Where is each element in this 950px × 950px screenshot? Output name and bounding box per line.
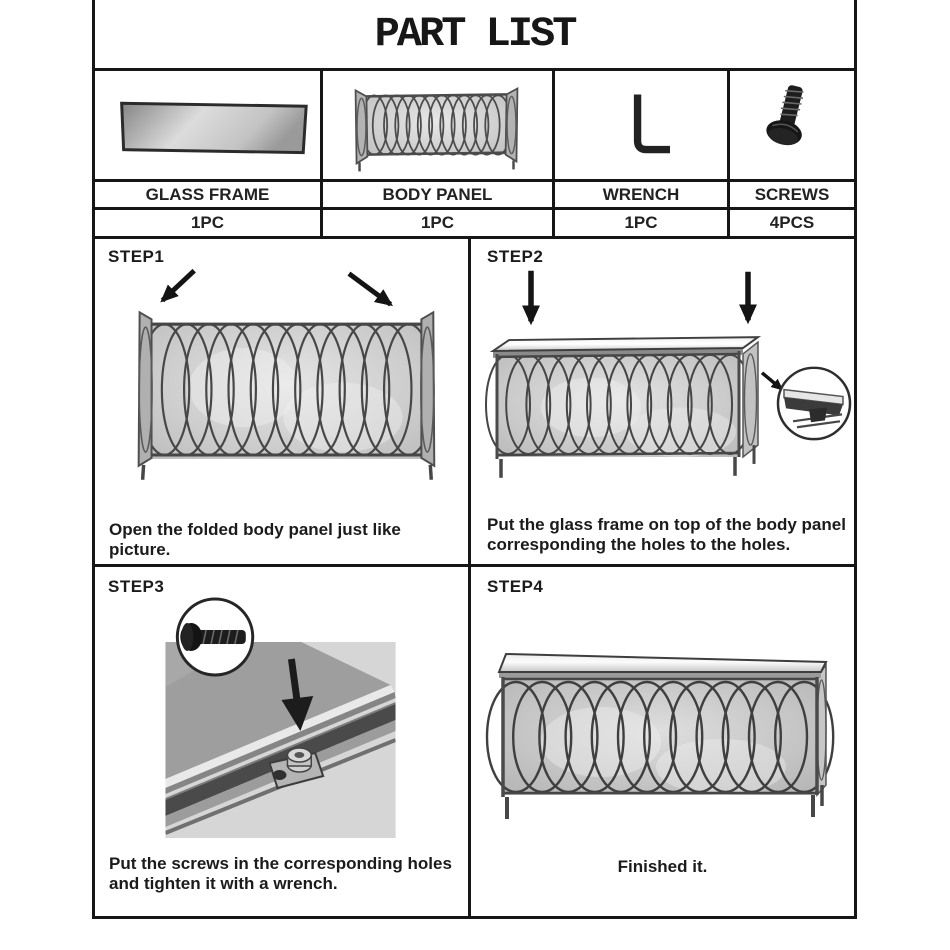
step4-panel xyxy=(471,567,854,916)
part-qty: 1PC xyxy=(95,210,323,239)
wrench-cell xyxy=(555,71,730,182)
step1-illustration xyxy=(95,239,468,564)
part-list-images-row xyxy=(95,71,854,182)
page-title: PART LIST xyxy=(374,10,575,58)
step3-caption: Put the screws in the corresponding holes and tighten it with a wrench. xyxy=(109,854,452,894)
steps-grid xyxy=(95,239,854,916)
part-name: WRENCH xyxy=(555,182,730,210)
part-list-names-row xyxy=(95,182,854,210)
part-qty: 4PCS xyxy=(730,210,854,239)
arrow-left-icon xyxy=(162,271,194,301)
step4-label: STEP4 xyxy=(487,577,544,596)
magnifier-pointer-arrow-icon xyxy=(762,373,781,389)
part-list-qty-row xyxy=(95,210,854,239)
step1-panel xyxy=(95,239,471,567)
part-name: BODY PANEL xyxy=(323,182,555,210)
step3-panel xyxy=(95,567,471,916)
glass-frame-icon xyxy=(95,71,320,179)
step2-panel xyxy=(471,239,854,567)
step2-caption: Put the glass frame on top of the body panel corresponding the holes to the holes. xyxy=(487,515,846,555)
part-name: SCREWS xyxy=(730,182,854,210)
step1-caption: Open the folded body panel just like picture. xyxy=(109,520,401,560)
title-row xyxy=(95,0,854,71)
part-name: GLASS FRAME xyxy=(95,182,323,210)
instruction-sheet xyxy=(92,0,857,919)
step1-label: STEP1 xyxy=(108,247,165,266)
body-panel-cell xyxy=(323,71,555,182)
screws-cell xyxy=(730,71,854,182)
step4-caption: Finished it. xyxy=(617,857,708,876)
body-panel-icon xyxy=(323,71,552,179)
step3-label: STEP3 xyxy=(108,577,165,596)
glass-frame-cell xyxy=(95,71,323,182)
arrow-right-icon xyxy=(349,274,391,305)
screw-icon xyxy=(730,71,854,179)
wrench-icon xyxy=(555,71,727,179)
part-qty: 1PC xyxy=(323,210,555,239)
step2-label: STEP2 xyxy=(487,247,544,266)
part-qty: 1PC xyxy=(555,210,730,239)
